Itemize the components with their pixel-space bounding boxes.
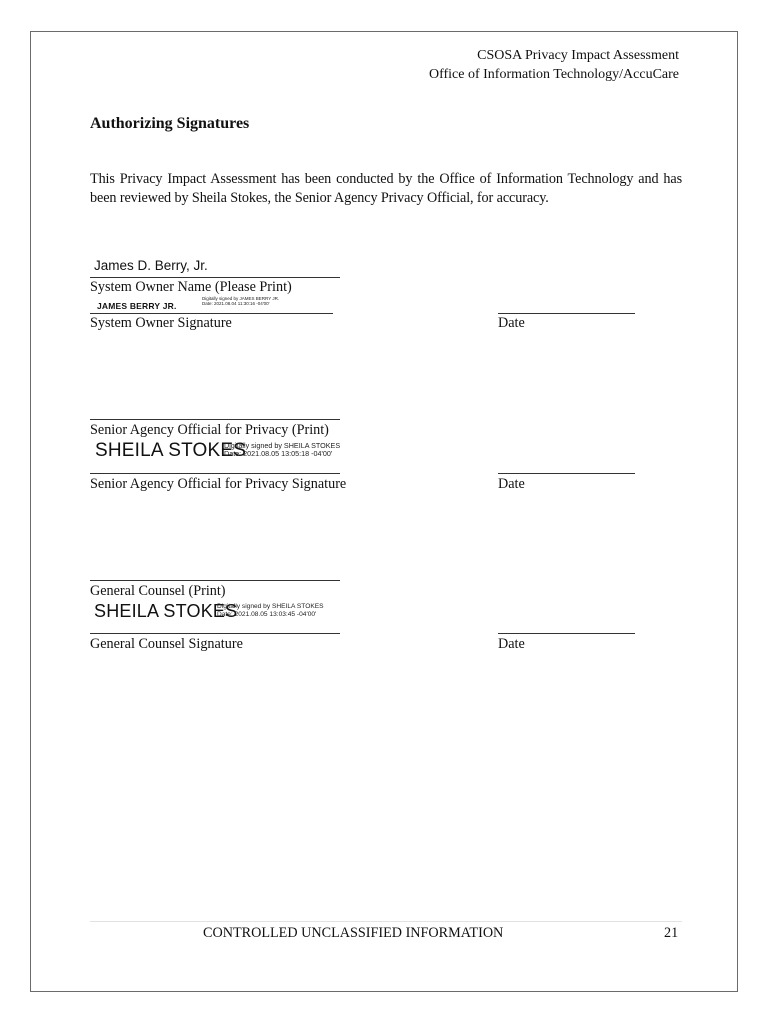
general-counsel-signature-line — [90, 633, 340, 634]
privacy-official-date-label: Date — [498, 476, 525, 492]
general-counsel-name-label: General Counsel (Print) — [90, 583, 226, 599]
system-owner-signature-name: JAMES BERRY JR. — [97, 301, 177, 311]
page-title: Authorizing Signatures — [90, 115, 250, 132]
intro-paragraph: This Privacy Impact Assessment has been conducted by the Office of Information Technology and has been reviewed by Sheila Stokes, the Senior Agency Privacy Official, for accuracy. — [90, 171, 682, 206]
privacy-official-signature-detail-line1: Digitally signed by SHEILA STOKES — [224, 441, 341, 450]
system-owner-typed-name: James D. Berry, Jr. — [94, 258, 208, 273]
privacy-official-signature-detail — [224, 442, 340, 459]
system-owner-signature-detail — [202, 296, 279, 306]
footer-divider — [90, 921, 682, 922]
general-counsel-signature-name: SHEILA STOKES — [94, 601, 238, 621]
privacy-official-signature-name: SHEILA STOKES — [95, 440, 247, 461]
general-counsel-date-line — [498, 633, 635, 634]
system-owner-signature-label: System Owner Signature — [90, 315, 232, 331]
general-counsel-signature-detail — [217, 603, 324, 618]
system-owner-date-label: Date — [498, 315, 525, 331]
header-title: CSOSA Privacy Impact Assessment — [477, 48, 679, 63]
general-counsel-signature-detail-line2: Date: 2021.08.05 13:03:45 -04'00' — [217, 610, 317, 618]
system-owner-name-label: System Owner Name (Please Print) — [90, 279, 292, 295]
privacy-official-signature-label: Senior Agency Official for Privacy Signature — [90, 476, 347, 492]
privacy-official-date-line — [498, 473, 635, 474]
privacy-official-name-label: Senior Agency Official for Privacy (Print) — [90, 422, 329, 438]
privacy-official-name-line — [90, 419, 340, 420]
general-counsel-name-line — [90, 580, 340, 581]
system-owner-digital-signature — [97, 296, 177, 314]
general-counsel-signature-label: General Counsel Signature — [90, 636, 243, 652]
header-subtitle: Office of Information Technology/AccuCare — [428, 67, 679, 82]
system-owner-signature-detail-line2: Date: 2021.08.04 11:30:16 -04'00' — [202, 301, 270, 307]
document-page — [30, 31, 738, 992]
privacy-official-signature-line — [90, 473, 340, 474]
general-counsel-date-label: Date — [498, 636, 525, 652]
general-counsel-signature-detail-line1: Digitally signed by SHEILA STOKES — [217, 603, 324, 610]
footer-classification: CONTROLLED UNCLASSIFIED INFORMATION — [203, 925, 504, 941]
system-owner-signature-detail-line1: Digitally signed by JAMES BERRY JR. — [202, 296, 280, 301]
general-counsel-digital-signature — [94, 601, 237, 622]
privacy-official-signature-detail-line2: Date: 2021.08.05 13:05:18 -04'00' — [224, 449, 333, 459]
page-number: 21 — [664, 925, 679, 941]
